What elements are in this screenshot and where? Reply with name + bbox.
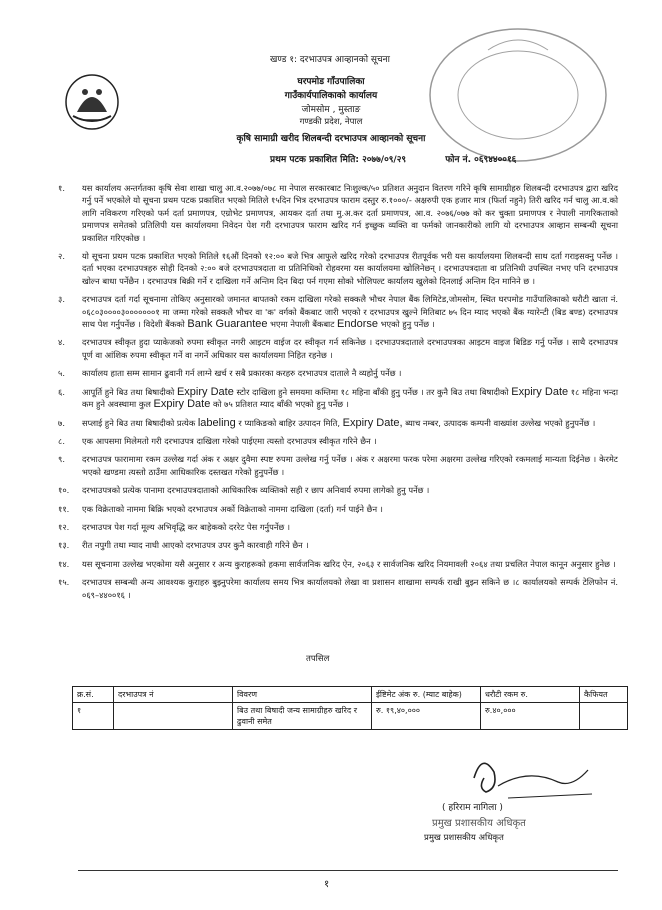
column-header: दरभाउपत्र नं [114, 687, 233, 703]
item-text: कार्यालय हाता सम्म सामान ढुवानी गर्न लाग्ने खर्च र सबै प्रकारका करहरु दरभाउपत्र दाताले नै व्यहोर्नु पर्नेछ । [82, 368, 402, 379]
list-item [58, 386, 618, 411]
item-text-part: १८ महिना भन्दा कम हुने अवस्थामा कुल [82, 386, 618, 410]
list-item [58, 503, 618, 515]
list-item [58, 417, 618, 429]
item-number: ५. [58, 368, 65, 379]
item-number: १२. [58, 521, 70, 532]
list-item [58, 435, 618, 447]
item-number: १. [58, 183, 65, 193]
bank-guarantee-term: Bank Guarantee [187, 318, 268, 331]
item-number: ८. [58, 435, 65, 446]
signatory-name: ( हरिराम नागिला ) [442, 803, 503, 813]
stamp-title: प्रमुख प्रशासकीय अधिकृत [432, 818, 526, 829]
list-item [58, 182, 618, 244]
item-text [82, 293, 618, 330]
handwritten-signature [468, 748, 598, 804]
item-text-part: ब्याच नम्बर, उत्पादक कम्पनी वाख्यांश उल्लेख भएको हुनुपर्नेछ । [405, 417, 596, 428]
item-text: एक आपसमा मिलेमतो गरी दरभाउपत्र दाखिला गरेको पाईएमा त्यस्तो दरभाउपत्र स्वीकृत गरिने छैन । [82, 435, 377, 446]
item-number: १४. [58, 558, 70, 569]
list-item [58, 453, 618, 478]
conditions-list [58, 182, 618, 607]
item-text [82, 386, 618, 411]
list-item [58, 293, 618, 330]
item-text: यस सूचनामा उल्लेख भएकोमा यसै अनुसार र अन्य कुराहरूको हकमा सार्वजनिक खरिद ऐन, २०६३ र सार्वजनिक खरिद नियमावली २०६४ तथा प्रचलित नेपाल कानून अनुसार हुनेछ । [82, 558, 616, 569]
item-text: एक विक्रेताको नाममा बिक्रि भएको दरभाउपत्र अर्को विक्रेताको नाममा दाखिला (दर्ता) गर्न पाईने छैन । [82, 503, 383, 514]
page-number: १ [324, 879, 330, 890]
footer-divider [78, 870, 618, 871]
item-text: यो सूचना प्रथम पटक प्रकाशित भएको मितिले १६औं दिनको १२:०० बजे भित्र आफुले खरिद गरेको दरभाउपत्र रीतपूर्वक भरी यस कार्यालयमा शिलबन्दी साथ दर्ता गराइसक्नु पर्नेछ । दर्ता भएका दरभाउपत्रहरु सोही दिनको २:०० बजे दरभाउपत्रदाता वा प्रतिनिधिको रोहवरमा यस कार्यालयमा खोलिनेछन् । दरभाउपत्रदाता वा प्रतिनिधी उपस्थित नभए पनि दरभाउपत्र खोल्न बाधा पर्नेछैन । दरभाउपत्र बिक्री गर्ने र दाखिला गर्ने अन्तिम दिन बिदा पर्न गएमा सोको भोलिपल्ट कार्यालय खुलेको दिनलाई अन्तिम दिन मानिने छ । [82, 251, 618, 286]
signatory-role: प्रमुख प्रशासकीय अधिकृत [424, 833, 504, 843]
column-header: ईष्टिमेट अंक रु. (म्याट बाहेक) [372, 687, 481, 703]
table-cell: बिउ तथा बिषादी जन्य सामाग्रीहरु खरिद र ढुवानी समेत [233, 703, 372, 730]
table-row [73, 703, 628, 730]
item-number: ६. [58, 386, 65, 397]
item-number: ३. [58, 294, 65, 305]
section-title: खण्ड १: दरभाउपत्र आव्हानको सूचना [270, 55, 391, 65]
item-text: दरभाउपत्र पेश गर्दा मूल्य अभिवृद्धि कर बाहेकको दररेट पेस गर्नुपर्नेछ । [82, 521, 291, 532]
item-text-part: आपूर्ति हुने बिउ तथा बिषादीको [82, 386, 175, 397]
item-text-part: भएको हुनु पर्नेछ । [380, 319, 435, 330]
table-cell: रु.४०,००० [481, 703, 580, 730]
item-number: ९. [58, 454, 65, 465]
item-text: दरभाउपत्र फारामामा रकम उल्लेख गर्दा अंक र अक्षर दुवैमा स्पष्ट रुपमा उल्लेख गर्नु पर्नेछ । अंक र अक्षरमा फरक परेमा अक्षरमा उल्लेख गरिएको रकमलाई मान्यता दिईनेछ । केरमेट भएको खण्डमा त्यस्तो ठाउँमा आधिकारिक दस्तखत गरेको हुनुपर्नेछ । [82, 454, 618, 477]
table-cell [114, 703, 233, 730]
stamp-phone-number: फोन नं. ०६९४४००१६ [445, 155, 517, 165]
list-item [58, 367, 618, 379]
expiry-date-term: Expiry Date [511, 385, 569, 398]
item-text-part: भएमा नेपाली बैंकबाट [270, 319, 335, 330]
expiry-date-term: Expiry Date [176, 385, 234, 398]
item-number: ७. [58, 417, 65, 428]
column-header: धरौटी रकम रु. [481, 687, 580, 703]
item-text: यस कार्यालय अन्तर्गतका कृषि सेवा शाखा चालु आ.व.२०७७/०७८ मा नेपाल सरकारबाट निःशुल्क/५० प्रतिशत अनुदान वितरण गरिने कृषि सामाग्रीहरु शिलबन्दी दरभाउपत्र द्वारा खरिद गर्नु पर्ने भएकोले यो सूचना प्रथम पटक प्रकाशित भएको मितिले १५दिन भित्र दरभाउपत्र फाराम दस्तुर रु.१०००/- अक्षरुपी एक हजार मात्र (फिर्ता नहुने) तिरी खरिद गर्न चालु आ.व.को लागि नविकरण गरिएको फर्म दर्ता प्रमाणपत्र, एग्रोभेट प्रमाणपत्र, आयकर दर्ता तथा मु.अ.कर दर्ता प्रमाणपत्र, आ.व. २०७६/०७७ को कर चुक्ता प्रमाणपत्र र नेपाली नागरिकताको प्रमाणपत्र समेतको प्रतिलिपी यस कार्यालयमा निवेदन पेश गरी दरभाउपत्र फाराम खरिद गर्न इच्छुक व्यक्ति वा फर्मको जानकारीको लागि यो दरभाउपत्र आव्हान सम्बन्धी सूचना प्रकाशित गरिएकोछ । [82, 183, 618, 243]
item-text [82, 417, 618, 429]
list-item [58, 521, 618, 533]
item-number: ११. [58, 503, 70, 514]
office-address-line: जोमसोम , मुस्ताङ [301, 105, 361, 115]
expiry-date-term: Expiry Date [153, 398, 211, 411]
item-text-part: सप्लाई हुने बिउ तथा बिषादीको प्रत्येक [82, 417, 196, 428]
schedule-label: तपसिल [306, 654, 330, 664]
labeling-term: labeling [197, 416, 236, 429]
list-item [58, 558, 618, 570]
item-text: रीत नपुगी तथा म्याद नाघी आएको दरभाउपत्र उपर कुनै कारवाही गरिने छैन । [82, 540, 309, 551]
item-text-part: दरभाउपत्र दर्ता गर्दा सूचनामा तोकिए अनुसारको जमानत बापतको रकम दाखिला गरेको सक्कलै भौचर नेपाल बैंक लिमिटेड,जोमसोम, स्थित घरपमोड गाउँपालिकाको धरौटी खाता नं. ०६८०३००००३०००००००१ मा जम्मा गरेको सक्कलै भौचर वा 'क' वर्गको बैंकबाट जारी भएको र दरभाउपत्र खुल्ने मितिबाट ७५ दिन म्याद भएको बैंक ग्यारेन्टी (बिड बण्ड) दरभाउपत्र साथ पेश गर्नुपर्नेछ । विदेशी बैंकको [82, 294, 618, 330]
item-number: १०. [58, 485, 70, 496]
column-header: विवरण [233, 687, 372, 703]
list-item [58, 539, 618, 551]
list-item [58, 576, 618, 601]
first-publication-date [270, 152, 516, 165]
item-number: ४. [58, 337, 65, 348]
item-text: दरभाउपत्र सम्बन्धी अन्य आवश्यक कुराहरु बुझ्नुपरेमा कार्यालय समय भित्र कार्यालयको लेखा वा प्रशासन शाखामा सम्पर्क राखी बुझ्न सकिने छ ।८ कार्यालयको सम्पर्क टेलिफोन नं. ०६९–४४००१६ । [82, 577, 618, 600]
list-item [58, 336, 618, 361]
endorse-term: Endorse [337, 318, 379, 331]
column-header: क्र.सं. [73, 687, 114, 703]
item-number: १५. [58, 577, 70, 588]
expiry-date-term: Expiry Date, [342, 416, 403, 429]
item-text-part: को ७५ प्रतिशत म्याद बाँकी भएको हुनु पर्नेछ । [212, 399, 349, 410]
table-cell: १ [73, 703, 114, 730]
notice-title: कृषि सामाग्री खरीद शिलबन्दी दरभाउपत्र आव्हानको सूचना [236, 134, 426, 144]
item-text-part: स्टोर दाखिला हुने समयमा कम्तिमा १८ महिना बाँकी हुनु पर्नेछ । तर कुनै बिउ तथा बिषादीको [236, 386, 509, 397]
item-text-part: र प्याकिङको बाहिर उत्पादन मिति, [238, 417, 341, 428]
office-province-line: गण्डकी प्रदेश, नेपाल [299, 117, 363, 127]
office-name-line-2: गाउँकार्यपालिकाको कार्यालय [284, 91, 378, 101]
first-publication-text: प्रथम पटक प्रकाशित मिति: २०७७/०९/२९ [270, 155, 407, 165]
office-name-line-1: घरपमोड गाँउपालिका [297, 77, 365, 87]
item-number: २. [58, 251, 65, 262]
column-header: कैफियत [580, 687, 628, 703]
table-cell [580, 703, 628, 730]
table-header-row [73, 687, 628, 703]
item-number: १३. [58, 540, 70, 551]
item-text: दरभाउपत्र स्वीकृत हुदा प्याकेजको रुपमा स्वीकृत नगरी आइटम वाईज दर स्वीकृत गर्न सकिनेछ । दरभाउपत्रदाताले दरभाउपत्रका आइटम वाइज बिडिङ गर्नु पर्नेछ । साथै दरभाउपत्र पूर्ण वा आंशिक रुपमा स्वीकृत गर्ने वा नगर्ने अधिकार यस कार्यालयमा निहित रहनेछ । [82, 337, 618, 360]
table-cell: रु. १९,४०,००० [372, 703, 481, 730]
item-text: दरभाउपत्रको प्रत्येक पानामा दरभाउपत्रदाताको आधिकारिक व्यक्तिको सही र छाप अनिवार्य रुपमा लागेको हुनु पर्नेछ । [82, 485, 430, 496]
list-item [58, 250, 618, 287]
items-table [72, 686, 628, 730]
list-item [58, 484, 618, 496]
